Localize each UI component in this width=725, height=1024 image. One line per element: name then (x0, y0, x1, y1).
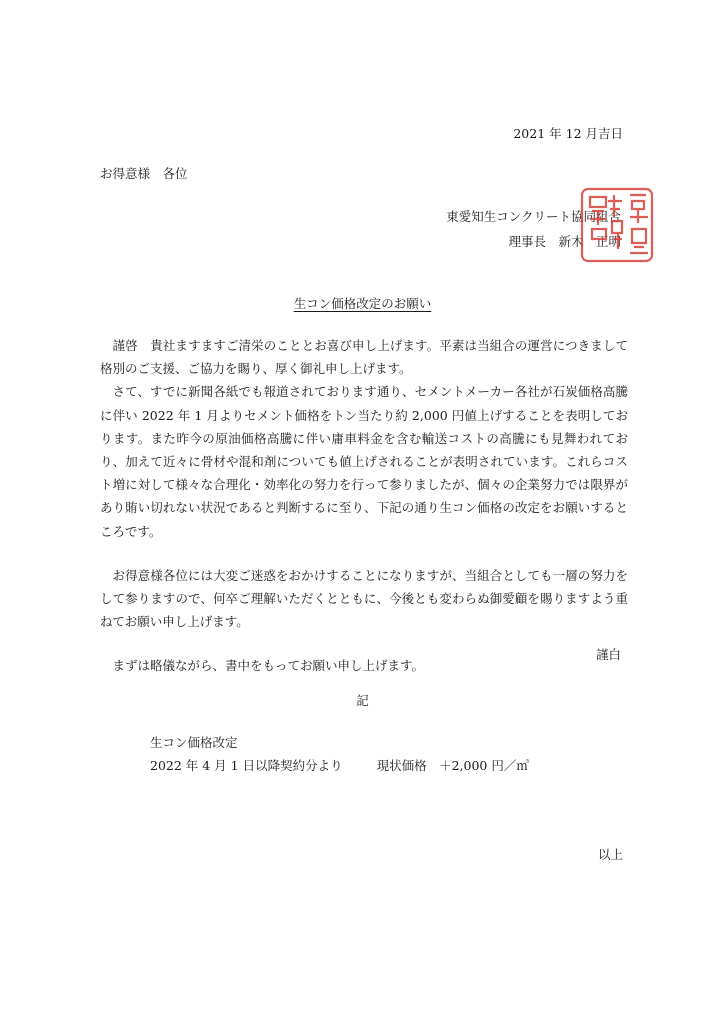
letter-date: 2021 年 12 月吉日 (513, 126, 623, 141)
sender-organization: 東愛知生コンクリート協同組合 (446, 209, 621, 224)
item-effective-date: 2022 年 4 月 1 日以降契約分より (150, 758, 343, 773)
item-title: 生コン価格改定 (150, 735, 238, 750)
letter-body (100, 334, 628, 678)
end-mark: 以上 (597, 847, 623, 862)
closing-word: 謹白 (595, 647, 621, 662)
letter-title-text: 生コン価格改定のお願い (293, 296, 432, 311)
addressee: お得意様 各位 (100, 166, 188, 181)
item-price-change: 現状価格 ＋2,000 円／㎥ (376, 758, 529, 773)
letter-title (0, 294, 725, 312)
paragraph-closing-remark: まずは略儀ながら、書中をもってお願い申し上げます。 (112, 658, 425, 674)
sender-name: 理事長 新木 正明 (508, 234, 621, 249)
paragraph-explanation: さて、すでに新聞各紙でも報道されております通り、セメントメーカー各社が石炭価格高騰に伴い 2022 年 1 月よりセメント価格をトン当たり約 2,000 円値上げすることを表明しております。また昨今の原油価格高騰に伴い庸車料金を含む輸送コストの高騰にも見舞われており、加えて近々に骨材や混和剤についても値上げされることが表明されています。これらコスト増に対して様々な合理化・効率化の努力を行って参りましたが、個々の企業努力では限界があり賄い切れない状況であると判断するに至り、下記の通り生コン価格の改定をお願いするところです。 (100, 384, 628, 539)
ki-heading: 記 (356, 693, 369, 708)
item-detail (150, 756, 529, 774)
company-seal-icon (578, 185, 656, 265)
paragraph-greeting: 謹啓 貴社ますますご清栄のこととお喜び申し上げます。平素は当組合の運営につきまして格別のご支援、ご協力を賜り、厚く御礼申し上げます。 (100, 338, 628, 377)
paragraph-request: お得意様各位には大変ご迷惑をおかけすることになりますが、当組合としても一層の努力をして参りますので、何卒ご理解いただくとともに、今後とも変わらぬ御愛顧を賜りますよう重ねてお願い申し上げます。 (100, 567, 628, 630)
